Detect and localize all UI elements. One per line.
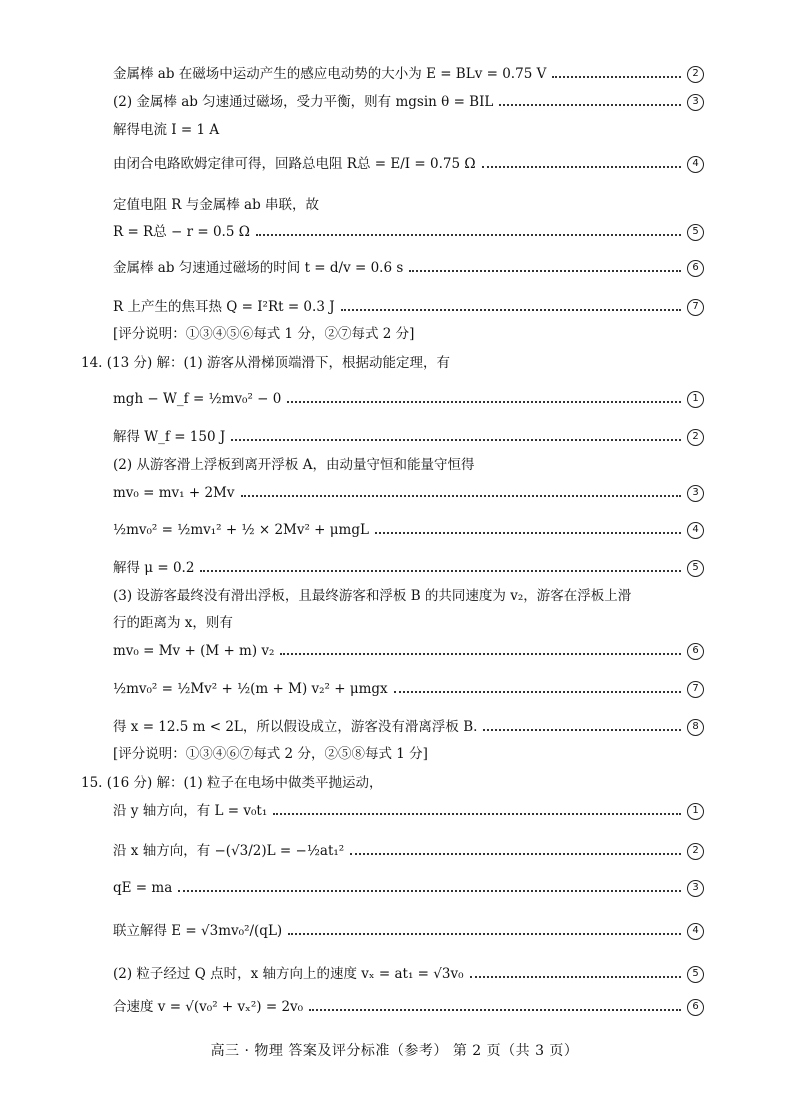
answer-line-18 bbox=[113, 614, 233, 632]
answer-line-6 bbox=[113, 223, 704, 241]
question-14-heading bbox=[81, 354, 704, 372]
answer-line-1 bbox=[113, 65, 704, 83]
answer-line-5 bbox=[113, 196, 319, 214]
answer-line-3 bbox=[113, 121, 219, 139]
question-heading-text: 14. (13 分) 解：(1) 游客从滑梯顶端滑下，根据动能定理，有 bbox=[81, 355, 450, 371]
answer-line-24 bbox=[113, 802, 704, 820]
leader-dots bbox=[350, 853, 681, 855]
equation-text: mgh − W_f = ½mv₀² − 0 bbox=[113, 391, 282, 407]
leader-dots bbox=[483, 729, 681, 731]
answer-line-8 bbox=[113, 298, 704, 316]
answer-line-4 bbox=[113, 155, 704, 173]
leader-dots bbox=[341, 309, 681, 311]
scoring-note-14 bbox=[113, 745, 428, 763]
answer-line-29 bbox=[113, 998, 704, 1016]
equation-text: 解得 μ = 0.2 bbox=[113, 560, 195, 576]
answer-line-27 bbox=[113, 922, 704, 940]
equation-text: 解得 W_f = 150 J bbox=[113, 429, 226, 445]
equation-text: ½mv₀² = ½Mv² + ½(m + M) v₂² + μmgx bbox=[113, 681, 388, 697]
equation-text: 金属棒 ab 在磁场中运动产生的感应电动势的大小为 E = BLv = 0.75 V bbox=[113, 66, 547, 82]
equation-number: 4 bbox=[687, 522, 704, 539]
equation-number: 5 bbox=[687, 560, 704, 577]
leader-dots bbox=[273, 813, 681, 815]
equation-text: ½mv₀² = ½mv₁² + ½ × 2Mv² + μmgL bbox=[113, 522, 369, 538]
leader-dots bbox=[470, 976, 681, 978]
answer-line-28 bbox=[113, 965, 704, 983]
equation-text: (3) 设游客最终没有滑出浮板，且最终游客和浮板 B 的共同速度为 v₂，游客在浮板上滑 bbox=[113, 588, 632, 604]
equation-number: 4 bbox=[687, 156, 704, 173]
answer-line-25 bbox=[113, 842, 704, 860]
equation-number: 2 bbox=[687, 843, 704, 860]
equation-text: 沿 y 轴方向，有 L = v₀t₁ bbox=[113, 803, 268, 819]
equation-number: 1 bbox=[687, 803, 704, 820]
leader-dots bbox=[482, 166, 681, 168]
answer-line-2 bbox=[113, 93, 704, 111]
leader-dots bbox=[394, 691, 681, 693]
equation-number: 6 bbox=[687, 999, 704, 1016]
answer-line-17 bbox=[113, 587, 631, 605]
answer-line-16 bbox=[113, 559, 704, 577]
leader-dots bbox=[241, 495, 681, 497]
equation-number: 3 bbox=[687, 880, 704, 897]
equation-text: 联立解得 E = √3mv₀²/(qL) bbox=[113, 923, 283, 939]
leader-dots bbox=[231, 439, 681, 441]
equation-text: 得 x = 12.5 m < 2L，所以假设成立，游客没有滑离浮板 B. bbox=[113, 719, 478, 735]
answer-line-7 bbox=[113, 259, 704, 277]
answer-line-21 bbox=[113, 718, 704, 736]
equation-text: 金属棒 ab 匀速通过磁场的时间 t = d/v = 0.6 s bbox=[113, 260, 404, 276]
answer-line-15 bbox=[113, 521, 704, 539]
equation-text: 行的距离为 x，则有 bbox=[113, 615, 233, 631]
leader-dots bbox=[288, 933, 681, 935]
equation-text: (2) 从游客滑上浮板到离开浮板 A，由动量守恒和能量守恒得 bbox=[113, 457, 475, 473]
leader-dots bbox=[409, 270, 681, 272]
answer-line-26 bbox=[113, 879, 704, 897]
equation-text: 定值电阻 R 与金属棒 ab 串联，故 bbox=[113, 197, 320, 213]
equation-number: 8 bbox=[687, 719, 704, 736]
answer-line-12 bbox=[113, 428, 704, 446]
answer-line-20 bbox=[113, 680, 704, 698]
answer-line-13 bbox=[113, 456, 474, 474]
answer-line-11 bbox=[113, 390, 704, 408]
leader-dots bbox=[499, 104, 681, 106]
equation-text: R 上产生的焦耳热 Q = I²Rt = 0.3 J bbox=[113, 299, 335, 315]
equation-number: 1 bbox=[687, 391, 704, 408]
equation-number: 2 bbox=[687, 66, 704, 83]
leader-dots bbox=[200, 570, 681, 572]
leader-dots bbox=[178, 890, 681, 892]
equation-number: 2 bbox=[687, 429, 704, 446]
equation-number: 5 bbox=[687, 224, 704, 241]
equation-number: 3 bbox=[687, 485, 704, 502]
equation-number: 6 bbox=[687, 643, 704, 660]
equation-number: 4 bbox=[687, 923, 704, 940]
answer-line-19 bbox=[113, 642, 704, 660]
equation-number: 3 bbox=[687, 94, 704, 111]
equation-text: (2) 金属棒 ab 匀速通过磁场，受力平衡，则有 mgsin θ = BIL bbox=[113, 94, 494, 110]
equation-number: 5 bbox=[687, 966, 704, 983]
leader-dots bbox=[280, 653, 681, 655]
equation-text: 沿 x 轴方向，有 −(√3/2)L = −½at₁² bbox=[113, 843, 345, 859]
leader-dots bbox=[552, 76, 681, 78]
equation-text: 合速度 v = √(v₀² + vₓ²) = 2v₀ bbox=[113, 999, 304, 1015]
scoring-note-text: [评分说明：①③④⑤⑥每式 1 分，②⑦每式 2 分] bbox=[113, 326, 415, 342]
equation-text: (2) 粒子经过 Q 点时，x 轴方向上的速度 vₓ = at₁ = √3v₀ bbox=[113, 966, 464, 982]
leader-dots bbox=[287, 401, 681, 403]
question-15-heading bbox=[81, 774, 704, 792]
leader-dots bbox=[375, 532, 681, 534]
equation-text: 解得电流 I = 1 A bbox=[113, 122, 220, 138]
leader-dots bbox=[309, 1009, 681, 1011]
scoring-note-13 bbox=[113, 325, 414, 343]
scoring-note-text: [评分说明：①③④⑥⑦每式 2 分，②⑤⑧每式 1 分] bbox=[113, 746, 428, 762]
question-heading-text: 15. (16 分) 解：(1) 粒子在电场中做类平抛运动， bbox=[81, 775, 383, 791]
equation-text: qE = ma bbox=[113, 880, 173, 896]
equation-number: 7 bbox=[687, 299, 704, 316]
answer-line-14 bbox=[113, 484, 704, 502]
equation-text: 由闭合电路欧姆定律可得，回路总电阻 R总 = E/I = 0.75 Ω bbox=[113, 156, 476, 172]
equation-text: mv₀ = mv₁ + 2Mv bbox=[113, 485, 235, 501]
page-footer: 高三 · 物理 答案及评分标准（参考） 第 2 页（共 3 页） bbox=[210, 1043, 579, 1059]
equation-text: R = R总 − r = 0.5 Ω bbox=[113, 224, 250, 240]
leader-dots bbox=[256, 234, 681, 236]
equation-number: 6 bbox=[687, 260, 704, 277]
equation-number: 7 bbox=[687, 681, 704, 698]
equation-text: mv₀ = Mv + (M + m) v₂ bbox=[113, 643, 275, 659]
